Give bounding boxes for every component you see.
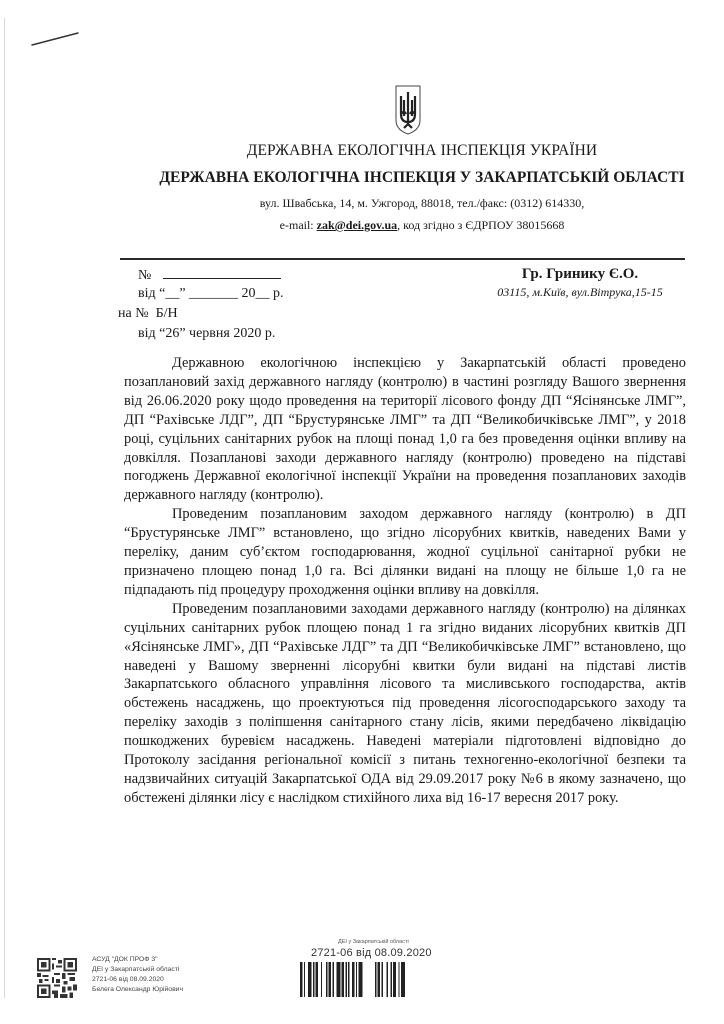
- addressee-name: Гр. Гринику Є.О.: [521, 266, 639, 282]
- barcode-bar: [387, 962, 388, 997]
- signer-name: Белега Олександр Юрійович: [92, 986, 184, 993]
- barcode-bar: [348, 962, 349, 997]
- barcode-bar: [333, 962, 334, 997]
- reply-to-label: на №: [118, 306, 149, 321]
- contact-line: [60, 218, 724, 233]
- barcode-bar: [326, 962, 327, 997]
- barcode-bar: [401, 962, 405, 997]
- barcode-bar: [382, 962, 383, 997]
- barcode-bar: [304, 962, 305, 997]
- barcode-bar: [342, 962, 345, 997]
- reply-to-row: [118, 306, 178, 322]
- barcode-bar: [329, 962, 332, 997]
- qr-code-icon: [37, 958, 77, 998]
- barcode-icon: [296, 962, 466, 997]
- stamp-number: 2721-06 від 08.09.2020: [311, 947, 432, 959]
- barcode-bar: [378, 962, 381, 997]
- barcode-bar: [316, 962, 319, 997]
- barcode-bar: [391, 962, 392, 997]
- barcode-bar: [393, 962, 396, 997]
- ministry-title: ДЕРЖАВНА ЕКОЛОГІЧНА ІНСПЕКЦІЯ УКРАЇНИ: [246, 142, 598, 159]
- system-name: АСУД "ДОК ПРОФ 3": [92, 956, 158, 963]
- organization-name: ДЕІ у Закарпатській області: [92, 966, 180, 973]
- addressee-address: 03115, м.Київ, вул.Вітрука,15-15: [497, 285, 663, 299]
- tryzub-coat-of-arms-icon: [394, 84, 422, 136]
- reply-date: від “26” червня 2020 р.: [138, 326, 276, 341]
- email-label: e-mail:: [279, 218, 317, 232]
- scan-edge-line: [4, 18, 5, 998]
- body-paragraph: Проведеним позаплановим заходом державного нагляду (контролю) в ДП “Брустурянське ЛМГ” встановлено, що згідно лісорубних квитків, наведених Вами у переліку, даним суб’єктом господарювання, жодної суцільної санітарної рубки не призначено площею понад 1,0 га. Всі ділянки видані на площу не більше 1,0 га не підпадають під процедуру проходження оцінки впливу на довкілля.: [124, 506, 686, 598]
- reply-to-value: Б/Н: [155, 306, 178, 321]
- barcode-bar: [300, 962, 303, 997]
- header-divider: [120, 258, 685, 260]
- letter-body: [124, 354, 686, 808]
- outgoing-date: від “__” _______ 20__ р.: [138, 286, 284, 301]
- number-blank: [163, 266, 281, 279]
- barcode-bar: [313, 962, 314, 997]
- barcode-bar: [359, 962, 363, 997]
- body-paragraph: Проведеним позаплановими заходами державного нагляду (контролю) на ділянках суцільних санітарних рубок площею понад 1 га згідно виданих лісорубних квитків ДП «Ясінянське ЛМГ», ДП “Рахівське ЛДГ” та ДП “Великобичківське ЛМГ” встановлено, що наведені у Вашому зверненні лісорубні квитки були видані на підставі листів Закарпатського обласного управління лісового та мисливського господарства, актів обстежень насаджень, що проектуються під проведення лісогосподарського заходу та переліку заходів з поліпшення санітарного стану лісів, якими передбачено ліквідацію пошкоджених буревієм насаджень. Наведені матеріали підготовлені відповідно до Протоколу засідання регіональної комісії з питань техногенно-екологічної безпеки та надзвичайних ситуацій Закарпатської ОДА від 29.09.2017 року №6 в якому зазначено, що обстежені ділянки лісу є наслідком стихійного лиха від 16-17 вересня 2017 року.: [124, 600, 686, 806]
- registration-number: 2721-06 від 08.09.2020: [92, 976, 164, 983]
- barcode-bar: [308, 962, 312, 997]
- barcode-bar: [356, 962, 357, 997]
- number-label: №: [138, 268, 152, 283]
- email-link[interactable]: zak@dei.gov.ua: [316, 218, 398, 232]
- addressee-block: [480, 266, 680, 300]
- barcode-bar: [375, 962, 376, 997]
- department-address: вул. Швабська, 14, м. Ужгород, 88018, тел./факс: (0312) 614330,: [259, 196, 585, 210]
- barcode-bar: [336, 962, 340, 997]
- edrpou-code: , код згідно з ЄДРПОУ 38015668: [397, 218, 565, 232]
- barcode-bar: [398, 962, 399, 997]
- stamp-organization: ДЕІ у Закарпатській області: [338, 939, 409, 945]
- barcode-bar: [346, 962, 347, 997]
- pen-mark-icon: [30, 30, 80, 50]
- document-registration-meta: [92, 955, 183, 995]
- body-paragraph: Державною екологічною інспекцією у Закарпатській області проведено позаплановий захід державного нагляду (контролю) в частині розгляду Вашого звернення від 26.06.2020 року щодо проведення на території лісового фонду ДП “Ясінянське ЛМГ”, ДП “Рахівське ЛДГ”, ДП “Брустурянське ЛМГ” та ДП “Великобичківське ЛМГ”, у 2018 році, суцільних санітарних рубок на площі понад 1,0 га без проведення оцінки впливу на довкілля. Позапланові заходи державного нагляду (контролю) проведено на підставі погоджень Державної екологічної інспекції України на проведення позапланових заходів державного нагляду (контролю).: [124, 355, 686, 504]
- outgoing-number-row: [138, 266, 281, 284]
- barcode-bar: [321, 962, 322, 997]
- department-title: ДЕРЖАВНА ЕКОЛОГІЧНА ІНСПЕКЦІЯ У ЗАКАРПАТСЬКІЙ ОБЛАСТІ: [159, 169, 685, 186]
- barcode-bar: [352, 962, 355, 997]
